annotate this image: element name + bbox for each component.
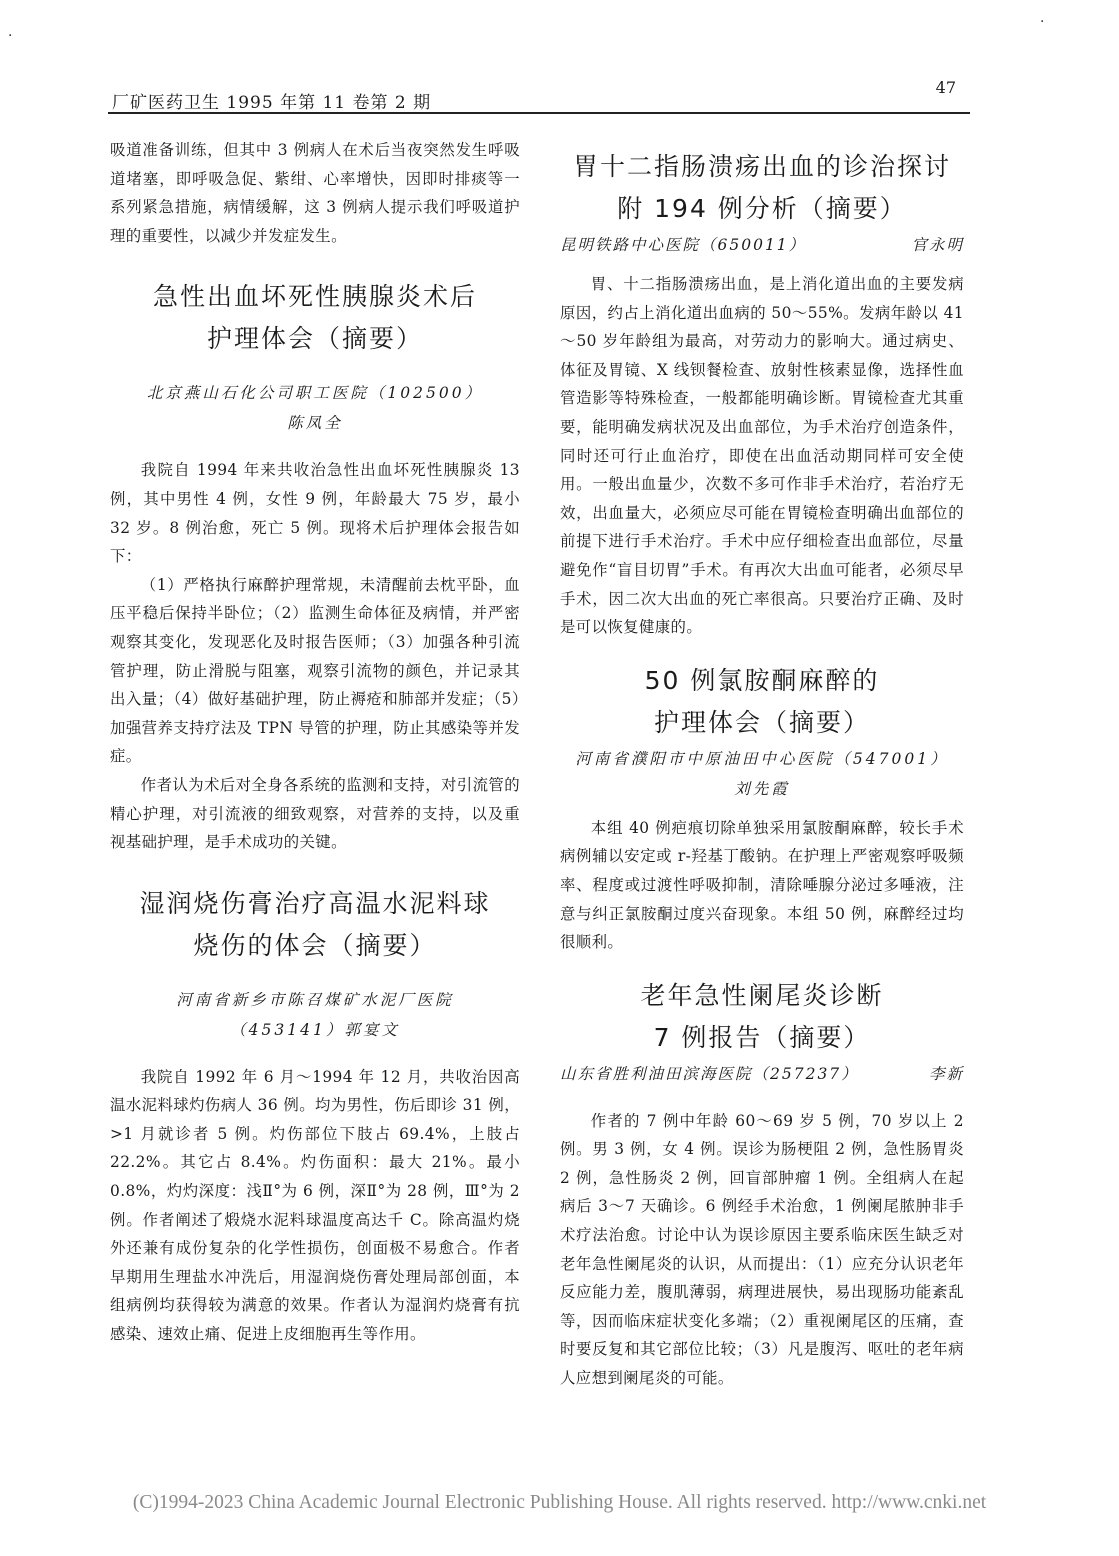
article-title [110, 276, 520, 360]
title-line: 护理体会（摘要） [206, 324, 423, 354]
journal-title: 厂矿医药卫生 1995 年第 11 卷第 2 期 [112, 93, 432, 113]
title-line: 7 例报告（摘要） [653, 1022, 871, 1052]
article-paragraph: 作者认为术后对全身各系统的监测和支持，对引流管的精心护理，对引流液的细致观察，对营养的支持，以及重视基础护理，是手术成功的关键。 [110, 775, 520, 852]
article-title [560, 660, 964, 744]
title-line: 胃十二指肠溃疡出血的诊治探讨 [572, 152, 951, 181]
affiliation: 昆明铁路中心医院（650011） [560, 236, 807, 254]
title-line: 湿润烧伤膏治疗高温水泥料球 [139, 888, 491, 918]
affiliation: 北京燕山石化公司职工医院（102500） [146, 384, 484, 403]
author: 刘先霞 [734, 779, 790, 798]
affiliation-author: （453141）郭宴文 [230, 1020, 400, 1039]
article-paragraph: 我院自 1992 年 6 月～1994 年 12 月，共收治因高温水泥料球灼伤病人 36 例。均为男性，伤后即诊 31 例，>1 月就诊者 5 例。灼伤部位下肢占 69.4%，上肢占 22.2%。其它占 8.4%。灼伤面积：最大 21%。最小 0.8%，灼灼深度：浅Ⅱ°为 6 例，深Ⅱ°为 28 例，Ⅲ°为 2 例。作者阐述了煅烧水泥料球温度高达千 C。除高温灼烧外还兼有成份复杂的化学性损伤，创面极不易愈合。作者早期用生理盐水冲洗后，用湿润烧伤膏处理局部创面，本组病例均获得较为满意的效果。作者认为湿润灼烧膏有抗感染、速效止痛、促进上皮细胞再生等作用。 [110, 1067, 520, 1344]
title-line: 老年急性阑尾炎诊断 [640, 980, 884, 1010]
left-column [110, 136, 520, 1349]
author: 李新 [928, 1064, 964, 1083]
affiliation: 河南省新乡市陈召煤矿水泥厂医院 [176, 990, 454, 1009]
article-paragraph: 本组 40 例疤痕切除单独采用氯胺酮麻醉，较长手术病例辅以安定或 r-羟基丁酸钠。在护理上严密观察呼吸频率、程度或过渡性呼吸抑制，清除唾腺分泌过多唾液，注意与纠正氯胺酮过度兴奋现象。本组 50 例，麻醉经过均很顺利。 [560, 818, 964, 952]
affiliation-row [560, 230, 964, 260]
author: 官永明 [911, 236, 964, 254]
author: 陈凤全 [287, 414, 343, 433]
copyright-footer: (C)1994-2023 China Academic Journal Electronic Publishing House. All rights reserved. http://www.cnki.net [132, 1492, 987, 1513]
corner-dot: · [1040, 14, 1045, 30]
continued-paragraph: 吸道准备训练，但其中 3 例病人在术后当夜突然发生呼吸道堵塞，即呼吸急促、紫绀、心率增快，因即时排痰等一系列紧急措施，病情缓解，这 3 例病人提示我们呼吸道护理的重要性，以减少并发症发生。 [110, 141, 520, 245]
page-header [108, 78, 970, 114]
title-line: 烧伤的体会（摘要） [193, 930, 437, 960]
title-line: 急性出血坏死性胰腺炎术后 [152, 282, 477, 312]
article-title [110, 883, 520, 967]
title-line: 50 例氯胺酮麻醉的 [644, 665, 880, 695]
article-paragraph: 胃、十二指肠溃疡出血，是上消化道出血的主要发病原因，约占上消化道出血病的 50～55%。发病年龄以 41～50 岁年龄组为最高，对劳动力的影响大。通过病史、体征及胃镜、X 线钡餐检查、放射性核素显像，选择性血管造影等特殊检查，一般都能明确诊断。胃镜检查尤其重要，能明确发病状况及出血部位，为手术治疗创造条件，同时还可行止血治疗，即使在出血活动期同样可安全使用。一般出血量少，次数不多可作非手术治疗，若治疗无效，出血量大，必须应尽可能在胃镜检查明确出血部位的前提下进行手术治疗。手术中应仔细检查出血部位，尽量避免作“盲目切胃”手术。有再次大出血可能者，必须尽早手术，因二次大出血的死亡率很高。只要治疗正确、及时是可以恢复健康的。 [560, 275, 964, 637]
page-number: 47 [935, 78, 956, 97]
corner-dot: · [8, 28, 13, 44]
right-column [560, 146, 964, 1393]
article-paragraph: 我院自 1994 年来共收治急性出血坏死性胰腺炎 13 例，其中男性 4 例，女性 9 例，年龄最大 75 岁，最小 32 岁。8 例治愈，死亡 5 例。现将术后护理体会报告如下： [110, 461, 520, 566]
article-title [560, 146, 964, 230]
article-paragraph: （1）严格执行麻醉护理常规，未清醒前去枕平卧，血压平稳后保持半卧位；（2）监测生命体征及病情，并严密观察其变化，发现恶化及时报告医师；（3）加强各种引流管护理，防止滑脱与阻塞，观察引流物的颜色，并记录其出入量；（4）做好基础护理，防止褥疮和肺部并发症；（5）加强营养支持疗法及 TPN 导管的护理，防止其感染等并发症。 [110, 575, 520, 766]
article-paragraph: 作者的 7 例中年龄 60～69 岁 5 例，70 岁以上 2 例。男 3 例，女 4 例。误诊为肠梗阻 2 例，急性肠胃炎 2 例，急性肠炎 2 例，回盲部肿瘤 1 例。全组病人在起病后 3～7 天确诊。6 例经手术治愈，1 例阑尾脓肿非手术疗法治愈。讨论中认为误诊原因主要系临床医生缺乏对老年急性阑尾炎的认识，从而提出：（1）应充分认识老年反应能力差，腹肌薄弱，病理进展快，易出现肠功能紊乱等，因而临床症状变化多端；（2）重视阑尾区的压痛，查时要反复和其它部位比较；（3）凡是腹泻、呕吐的老年病人应想到阑尾炎的可能。 [560, 1111, 964, 1388]
affiliation: 山东省胜利油田滨海医院（257237） [560, 1064, 859, 1083]
title-line: 附 194 例分析（摘要） [617, 194, 907, 223]
article-title [560, 975, 964, 1059]
affiliation: 河南省濮阳市中原油田中心医院（547001） [575, 749, 949, 768]
affiliation-row [560, 1059, 964, 1089]
title-line: 护理体会（摘要） [653, 707, 870, 737]
